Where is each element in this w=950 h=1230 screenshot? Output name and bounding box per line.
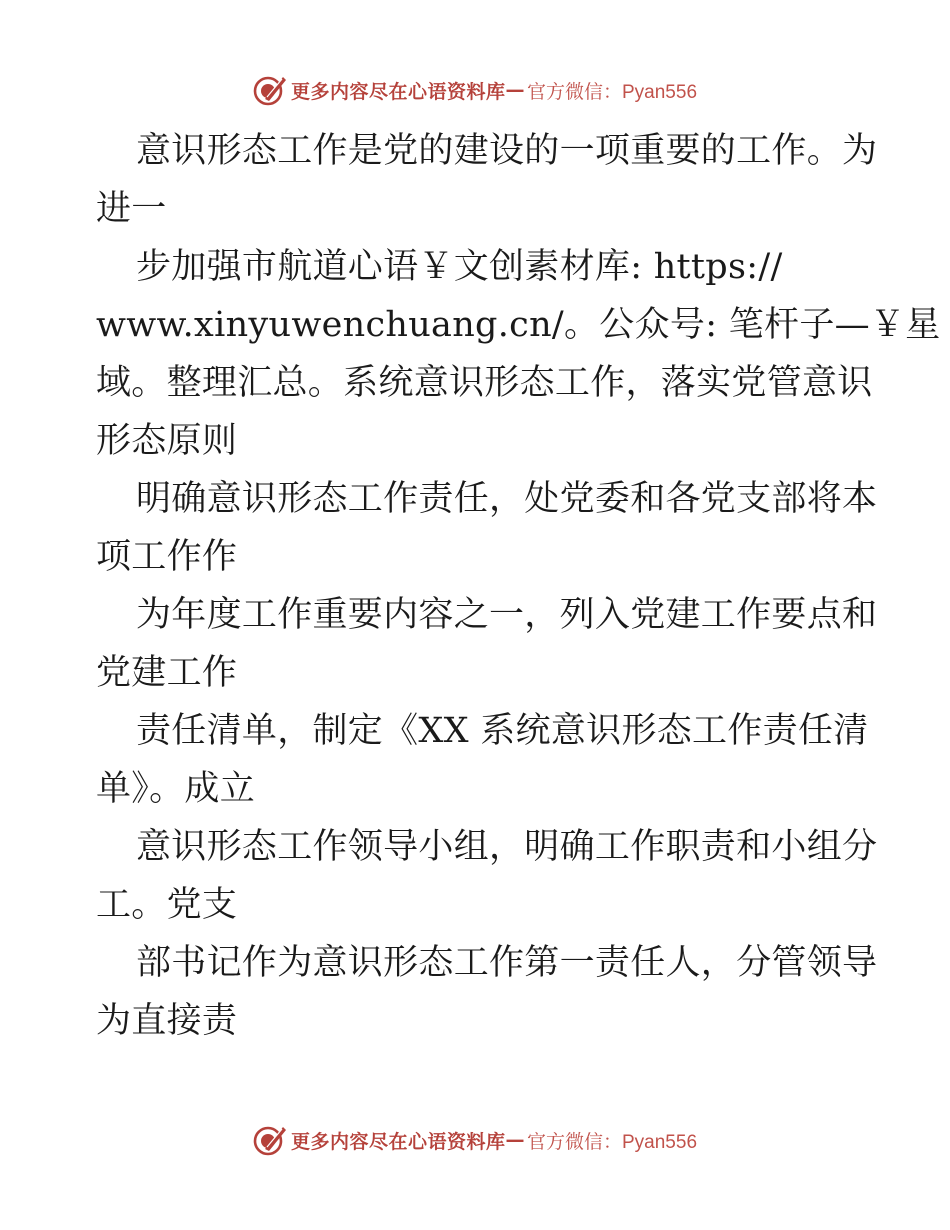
text-line: 工。党支 (96, 885, 238, 925)
footer-watermark (0, 1120, 950, 1160)
text-line: 项工作作 (96, 537, 238, 577)
text-line: 部书记作为意识形态工作第一责任人，分管领导 (136, 943, 878, 983)
watermark-wechat-label: 官方微信： (526, 80, 622, 103)
text-line: 步加强市航道心语￥文创素材库: https:// (136, 247, 783, 287)
text-line: 责任清单，制定《XX 系统意识形态工作责任清 (136, 711, 869, 751)
watermark-wechat-id: Pyan556 (622, 81, 698, 103)
text-line: 为年度工作重要内容之一，列入党建工作要点和 (136, 595, 878, 635)
watermark-wechat-label: 官方微信： (526, 1130, 622, 1153)
watermark-wechat-id: Pyan556 (622, 1131, 698, 1153)
watermark-dash: — (505, 1129, 525, 1151)
watermark-main-text: 更多内容尽在心语资料库 (290, 80, 506, 103)
text-line: 域。整理汇总。系统意识形态工作，落实党管意识 (96, 363, 873, 403)
watermark-dash: — (505, 79, 525, 101)
text-line: 单》。成立 (96, 769, 256, 809)
quill-pen-circle-icon (253, 1123, 287, 1157)
text-line: 党建工作 (96, 653, 238, 693)
text-line: 意识形态工作是党的建设的一项重要的工作。为 (136, 131, 878, 171)
watermark-wechat (527, 77, 697, 104)
document-body (96, 122, 941, 1050)
text-line: 明确意识形态工作责任，处党委和各党支部将本 (136, 479, 878, 519)
text-line: 形态原则 (96, 421, 238, 461)
text-line: 意识形态工作领导小组，明确工作职责和小组分 (136, 827, 878, 867)
header-watermark (0, 70, 950, 110)
watermark-wechat (527, 1127, 697, 1154)
quill-pen-circle-icon (253, 73, 287, 107)
watermark-main-text: 更多内容尽在心语资料库 (290, 1130, 506, 1153)
text-line: 进一 (96, 189, 167, 229)
text-line: 为直接责 (96, 1001, 238, 1041)
text-line: www.xinyuwenchuang.cn/。公众号: 笔杆子—￥星 (96, 305, 941, 345)
